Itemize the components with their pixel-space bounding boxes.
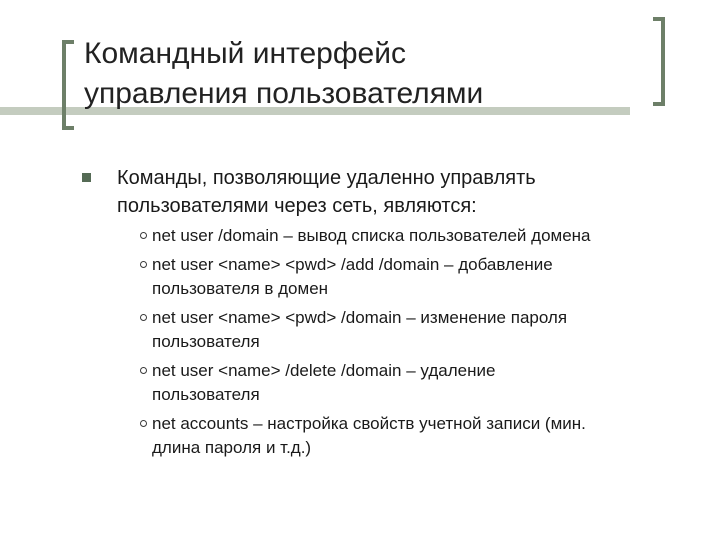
right-bracket-decoration (653, 17, 665, 106)
left-bracket-decoration (62, 40, 74, 130)
slide-title (84, 34, 644, 114)
circle-bullet-icon (140, 261, 147, 268)
main-bullet-line-2: пользователями через сеть, являются: (117, 195, 477, 217)
list-item-line: net user /domain – вывод списка пользователей домена (152, 226, 591, 245)
list-item (146, 412, 706, 460)
list-item (146, 224, 706, 248)
list-item-line: пользователя в домен (152, 279, 329, 298)
list-item-line: net user <name> <pwd> /add /domain – добавление (152, 255, 553, 274)
circle-bullet-icon (140, 314, 147, 321)
list-item-line: net user <name> <pwd> /domain – изменение пароля (152, 308, 568, 327)
main-bullet-text (117, 164, 697, 220)
list-item-line: длина пароля и т.д.) (152, 438, 312, 457)
sub-bullet-list (146, 224, 706, 465)
list-item (146, 306, 706, 354)
slide-title-line-1: Командный интерфейс (84, 37, 406, 70)
circle-bullet-icon (140, 232, 147, 239)
list-item (146, 359, 706, 407)
slide-title-line-2: управления пользователями (84, 77, 484, 110)
list-item-line: net accounts – настройка свойств учетной записи (мин. (152, 414, 586, 433)
list-item-line: net user <name> /delete /domain – удаление (152, 361, 496, 380)
list-item (146, 253, 706, 301)
square-bullet-icon (82, 173, 91, 182)
main-bullet-line-1: Команды, позволяющие удаленно управлять (117, 167, 536, 189)
circle-bullet-icon (140, 420, 147, 427)
circle-bullet-icon (140, 367, 147, 374)
list-item-line: пользователя (152, 385, 260, 404)
list-item-line: пользователя (152, 332, 260, 351)
